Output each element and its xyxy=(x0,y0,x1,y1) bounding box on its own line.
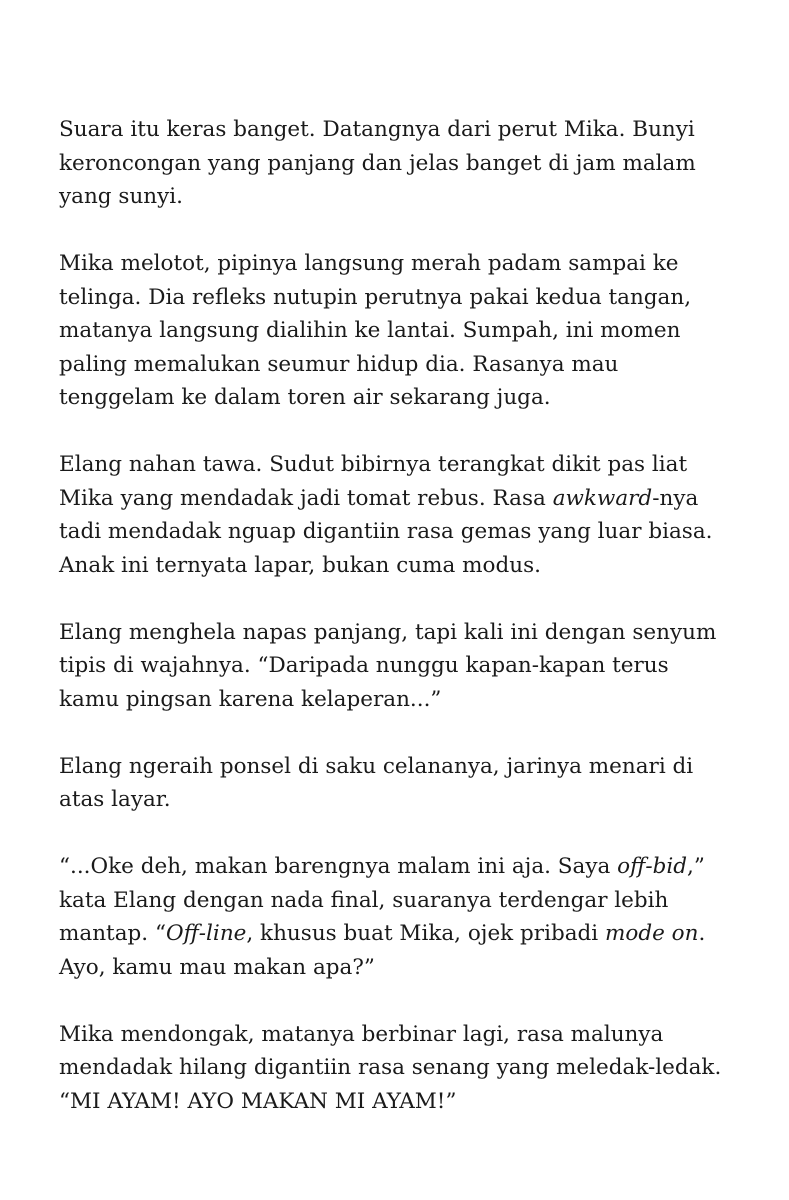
paragraph xyxy=(59,850,759,984)
text-segment: telinga. Dia refleks nutupin perutnya pakai kedua tangan, xyxy=(59,284,692,310)
italic-text: mode on xyxy=(605,921,699,946)
text-line xyxy=(59,850,759,884)
text-line xyxy=(59,750,759,784)
italic-text: off-bid xyxy=(617,854,687,879)
text-segment: Mika yang mendadak jadi tomat rebus. Rasa xyxy=(59,485,553,511)
text-segment: ,” xyxy=(687,854,705,879)
text-segment: Mika melotot, pipinya langsung merah padam sampai ke xyxy=(59,251,679,276)
text-line xyxy=(59,348,759,382)
text-segment: , khusus buat Mika, ojek pribadi xyxy=(246,921,606,946)
text-segment: keroncongan yang panjang dan jelas banget di jam malam xyxy=(59,150,696,176)
paragraph xyxy=(59,750,759,817)
italic-text: Off-line xyxy=(165,921,247,946)
text-line xyxy=(59,616,759,650)
text-line xyxy=(59,147,759,181)
text-segment: yang sunyi. xyxy=(59,184,183,209)
text-segment: . xyxy=(698,921,706,946)
text-segment: mantap. “ xyxy=(59,921,166,946)
text-segment: Ayo, kamu mau makan apa?” xyxy=(59,954,375,980)
italic-text: awkward xyxy=(552,485,653,511)
story-text xyxy=(59,113,759,1152)
text-line xyxy=(59,884,759,918)
text-segment: matanya langsung dialihin ke lantai. Sumpah, ini momen xyxy=(59,318,681,343)
text-segment: -nya xyxy=(652,485,699,511)
paragraph xyxy=(59,616,759,717)
text-segment: “...Oke deh, makan barengnya malam ini aja. Saya xyxy=(59,854,618,879)
text-line xyxy=(59,180,759,214)
text-line xyxy=(59,381,759,415)
text-line xyxy=(59,314,759,348)
text-segment: Elang menghela napas panjang, tapi kali ini dengan senyum xyxy=(59,619,717,645)
paragraph xyxy=(59,113,759,214)
text-line xyxy=(59,448,759,482)
text-line xyxy=(59,281,759,315)
text-line xyxy=(59,917,759,951)
text-line xyxy=(59,1051,759,1085)
text-line xyxy=(59,247,759,281)
text-line xyxy=(59,951,759,985)
text-line xyxy=(59,549,759,583)
text-line xyxy=(59,113,759,147)
text-segment: “MI AYAM! AYO MAKAN MI AYAM!” xyxy=(59,1088,457,1114)
text-line xyxy=(59,1018,759,1052)
text-segment: Elang ngeraih ponsel di saku celananya, jarinya menari di xyxy=(59,753,694,779)
text-segment: kamu pingsan karena kelaperan...” xyxy=(59,686,442,712)
text-segment: Elang nahan tawa. Sudut bibirnya terangkat dikit pas liat xyxy=(59,452,688,477)
text-segment: paling memalukan seumur hidup dia. Rasanya mau xyxy=(59,351,619,377)
text-segment: tipis di wajahnya. “Daripada nunggu kapan-kapan terus xyxy=(59,653,669,678)
text-line xyxy=(59,683,759,717)
paragraph xyxy=(59,448,759,582)
text-line xyxy=(59,482,759,516)
text-line xyxy=(59,1085,759,1119)
text-segment: Mika mendongak, matanya berbinar lagi, rasa malunya xyxy=(59,1021,664,1047)
text-segment: tenggelam ke dalam toren air sekarang juga. xyxy=(59,385,551,410)
text-segment: mendadak hilang digantiin rasa senang yang meledak-ledak. xyxy=(59,1055,722,1080)
text-segment: atas layar. xyxy=(59,787,171,812)
paragraph xyxy=(59,247,759,415)
text-segment: Suara itu keras banget. Datangnya dari perut Mika. Bunyi xyxy=(59,117,695,142)
text-segment: kata Elang dengan nada final, suaranya terdengar lebih xyxy=(59,887,669,913)
text-line xyxy=(59,783,759,817)
text-segment: tadi mendadak nguap digantiin rasa gemas yang luar biasa. xyxy=(59,519,713,544)
text-line xyxy=(59,515,759,549)
text-segment: Anak ini ternyata lapar, bukan cuma modus. xyxy=(59,552,541,578)
text-line xyxy=(59,649,759,683)
paragraph xyxy=(59,1018,759,1119)
